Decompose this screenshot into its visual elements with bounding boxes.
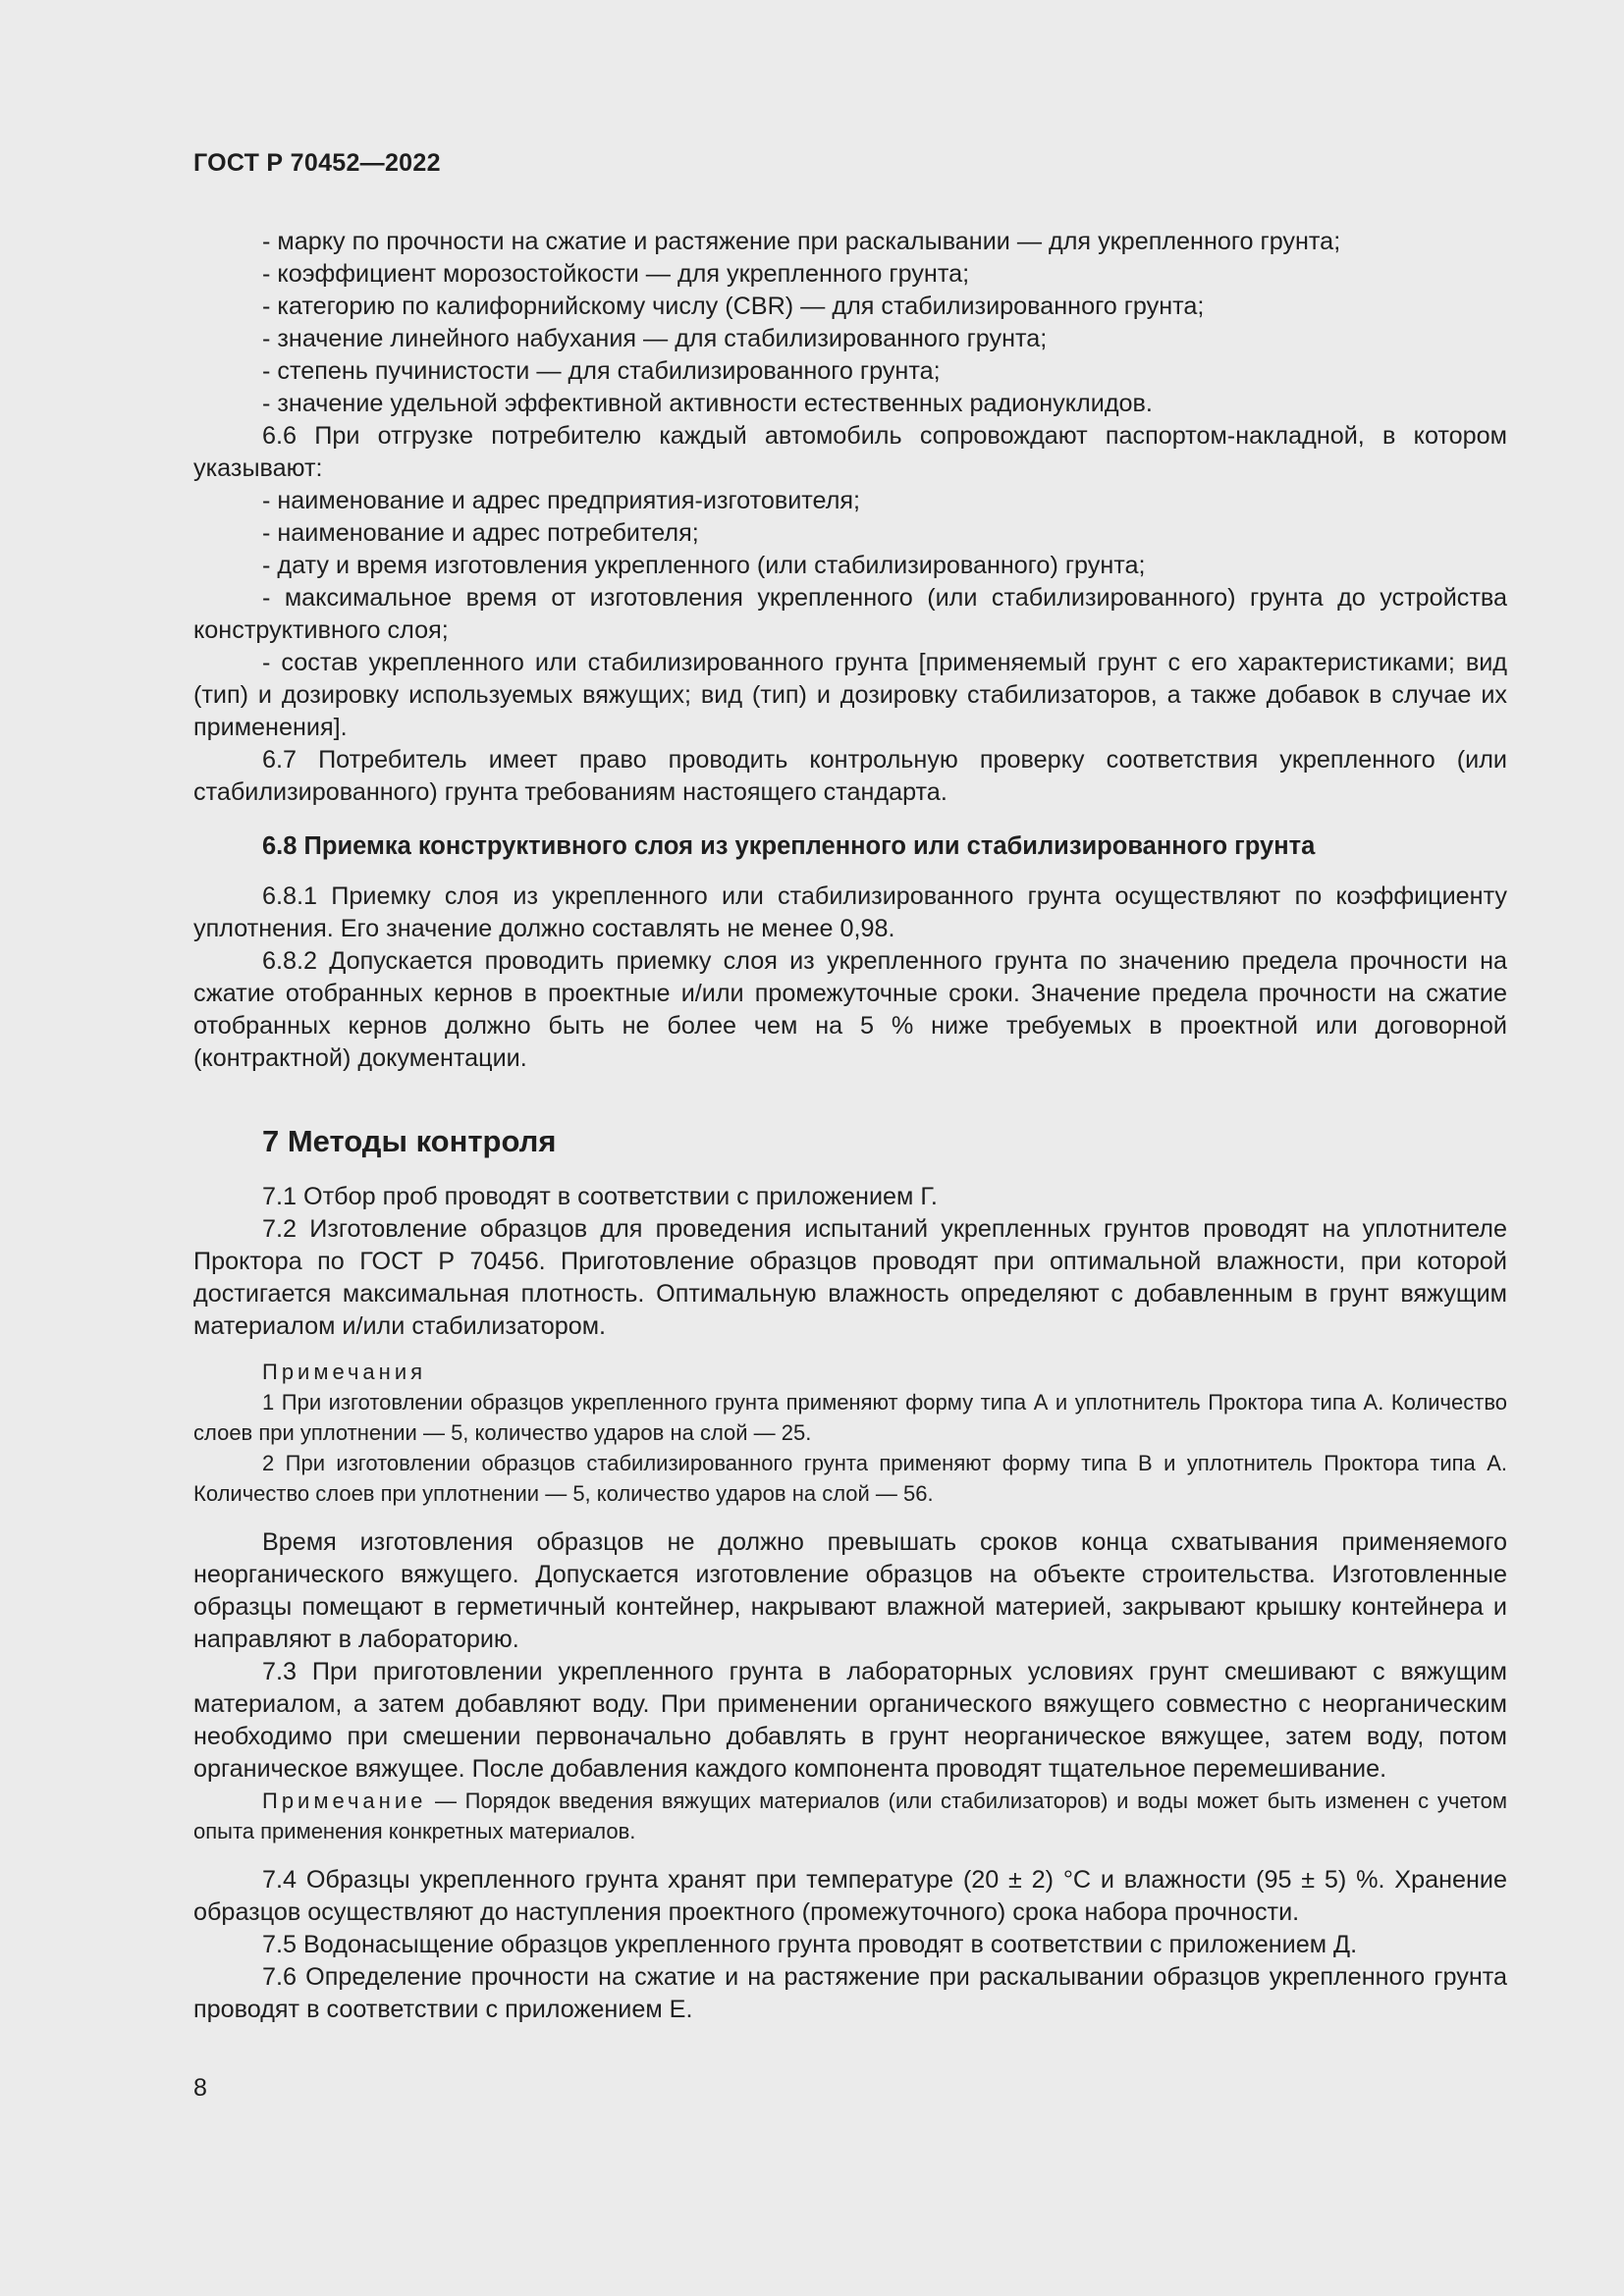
section-heading-7: 7 Методы контроля: [262, 1124, 557, 1158]
note-single-text: — Порядок введения вяжущих материалов (или стабилизаторов) и воды может быть изменен с учетом опыта применения конкретных материалов.: [193, 1789, 1507, 1843]
note-single-label: Примечание: [262, 1789, 427, 1813]
paragraph-6-7: 6.7 Потребитель имеет право проводить контрольную проверку соответствия укрепленного (или стабилизированного) грунта требованиям настоящего стандарта.: [193, 746, 1507, 806]
document-code-header: ГОСТ Р 70452—2022: [193, 149, 441, 177]
list-item: - максимальное время от изготовления укрепленного (или стабилизированного) грунта до устройства конструктивного слоя;: [193, 584, 1507, 644]
paragraph-6-8-1: 6.8.1 Приемку слоя из укрепленного или стабилизированного грунта осуществляют по коэффициенту уплотнения. Его значение должно составлять не менее 0,98.: [193, 882, 1507, 942]
document-body: [193, 226, 1507, 2026]
list-item: - наименование и адрес потребителя;: [262, 519, 699, 547]
note-single: [193, 1786, 1507, 1846]
list-item: - дату и время изготовления укрепленного (или стабилизированного) грунта;: [262, 552, 1146, 579]
section-heading-6-8: 6.8 Приемка конструктивного слоя из укрепленного или стабилизированного грунта: [262, 832, 1316, 860]
paragraph-7-4: 7.4 Образцы укрепленного грунта хранят при температуре (20 ± 2) °C и влажности (95 ± 5) %. Хранение образцов осуществляют до наступления проектного (промежуточного) срока набора прочности.: [193, 1866, 1507, 1926]
list-item: - наименование и адрес предприятия-изготовителя;: [262, 487, 861, 514]
list-item: - значение линейного набухания — для стабилизированного грунта;: [262, 325, 1048, 352]
notes-title: Примечания: [262, 1360, 427, 1384]
paragraph-7-2: 7.2 Изготовление образцов для проведения испытаний укрепленных грунтов проводят на уплотнителе Проктора по ГОСТ Р 70456. Приготовление образцов проводят при оптимальной влажности, при которой достигается максимальная плотность. Оптимальную влажность определяют с добавленным в грунт вяжущим материалом и/или стабилизатором.: [193, 1215, 1507, 1340]
paragraph-6-8-2: 6.8.2 Допускается проводить приемку слоя из укрепленного грунта по значению предела прочности на сжатие отобранных кернов в проектные и/или промежуточные сроки. Значение предела прочности на сжатие отобранных кернов должно быть не более чем на 5 % ниже требуемых в проектной или договорной (контрактной) документации.: [193, 947, 1507, 1072]
paragraph-7-6: 7.6 Определение прочности на сжатие и на растяжение при раскалывании образцов укрепленного грунта проводят в соответствии с приложением Е.: [193, 1963, 1507, 2023]
note-1: 1 При изготовлении образцов укрепленного грунта применяют форму типа А и уплотнитель Проктора типа А. Количество слоев при уплотнении — 5, количество ударов на слой — 25.: [193, 1390, 1507, 1445]
paragraph-sample-time: Время изготовления образцов не должно превышать сроков конца схватывания применяемого неорганического вяжущего. Допускается изготовление образцов на объекте строительства. Изготовленные образцы помещают в герметичный контейнер, накрывают влажной материей, закрывают крышку контейнера и направляют в лабораторию.: [193, 1528, 1507, 1653]
paragraph-7-1: 7.1 Отбор проб проводят в соответствии с приложением Г.: [262, 1183, 938, 1210]
paragraph-7-3: 7.3 При приготовлении укрепленного грунта в лабораторных условиях грунт смешивают с вяжущим материалом, а затем добавляют воду. При применении органического вяжущего совместно с неорганическим необходимо при смешении первоначально добавлять в грунт неорганическое вяжущее, затем воду, потом органическое вяжущее. После добавления каждого компонента проводят тщательное перемешивание.: [193, 1658, 1507, 1783]
list-item: - коэффициент морозостойкости — для укрепленного грунта;: [262, 260, 970, 288]
list-item: - категорию по калифорнийскому числу (CBR) — для стабилизированного грунта;: [262, 293, 1205, 320]
list-item: - состав укрепленного или стабилизированного грунта [применяемый грунт с его характеристиками; вид (тип) и дозировку используемых вяжущих; вид (тип) и дозировку стабилизаторов, а также добавок в случае их применения].: [193, 649, 1507, 741]
list-item: - марку по прочности на сжатие и растяжение при раскалывании — для укрепленного грунта;: [262, 228, 1341, 255]
list-item: - степень пучинистости — для стабилизированного грунта;: [262, 357, 941, 385]
paragraph-6-6: 6.6 При отгрузке потребителю каждый автомобиль сопровождают паспортом-накладной, в котором указывают:: [193, 422, 1507, 482]
paragraph-7-5: 7.5 Водонасыщение образцов укрепленного грунта проводят в соответствии с приложением Д.: [262, 1931, 1358, 1958]
page-number: 8: [193, 2074, 207, 2102]
note-2: 2 При изготовлении образцов стабилизированного грунта применяют форму типа В и уплотнитель Проктора типа А. Количество слоев при уплотнении — 5, количество ударов на слой — 56.: [193, 1451, 1507, 1506]
list-item: - значение удельной эффективной активности естественных радионуклидов.: [262, 390, 1153, 417]
